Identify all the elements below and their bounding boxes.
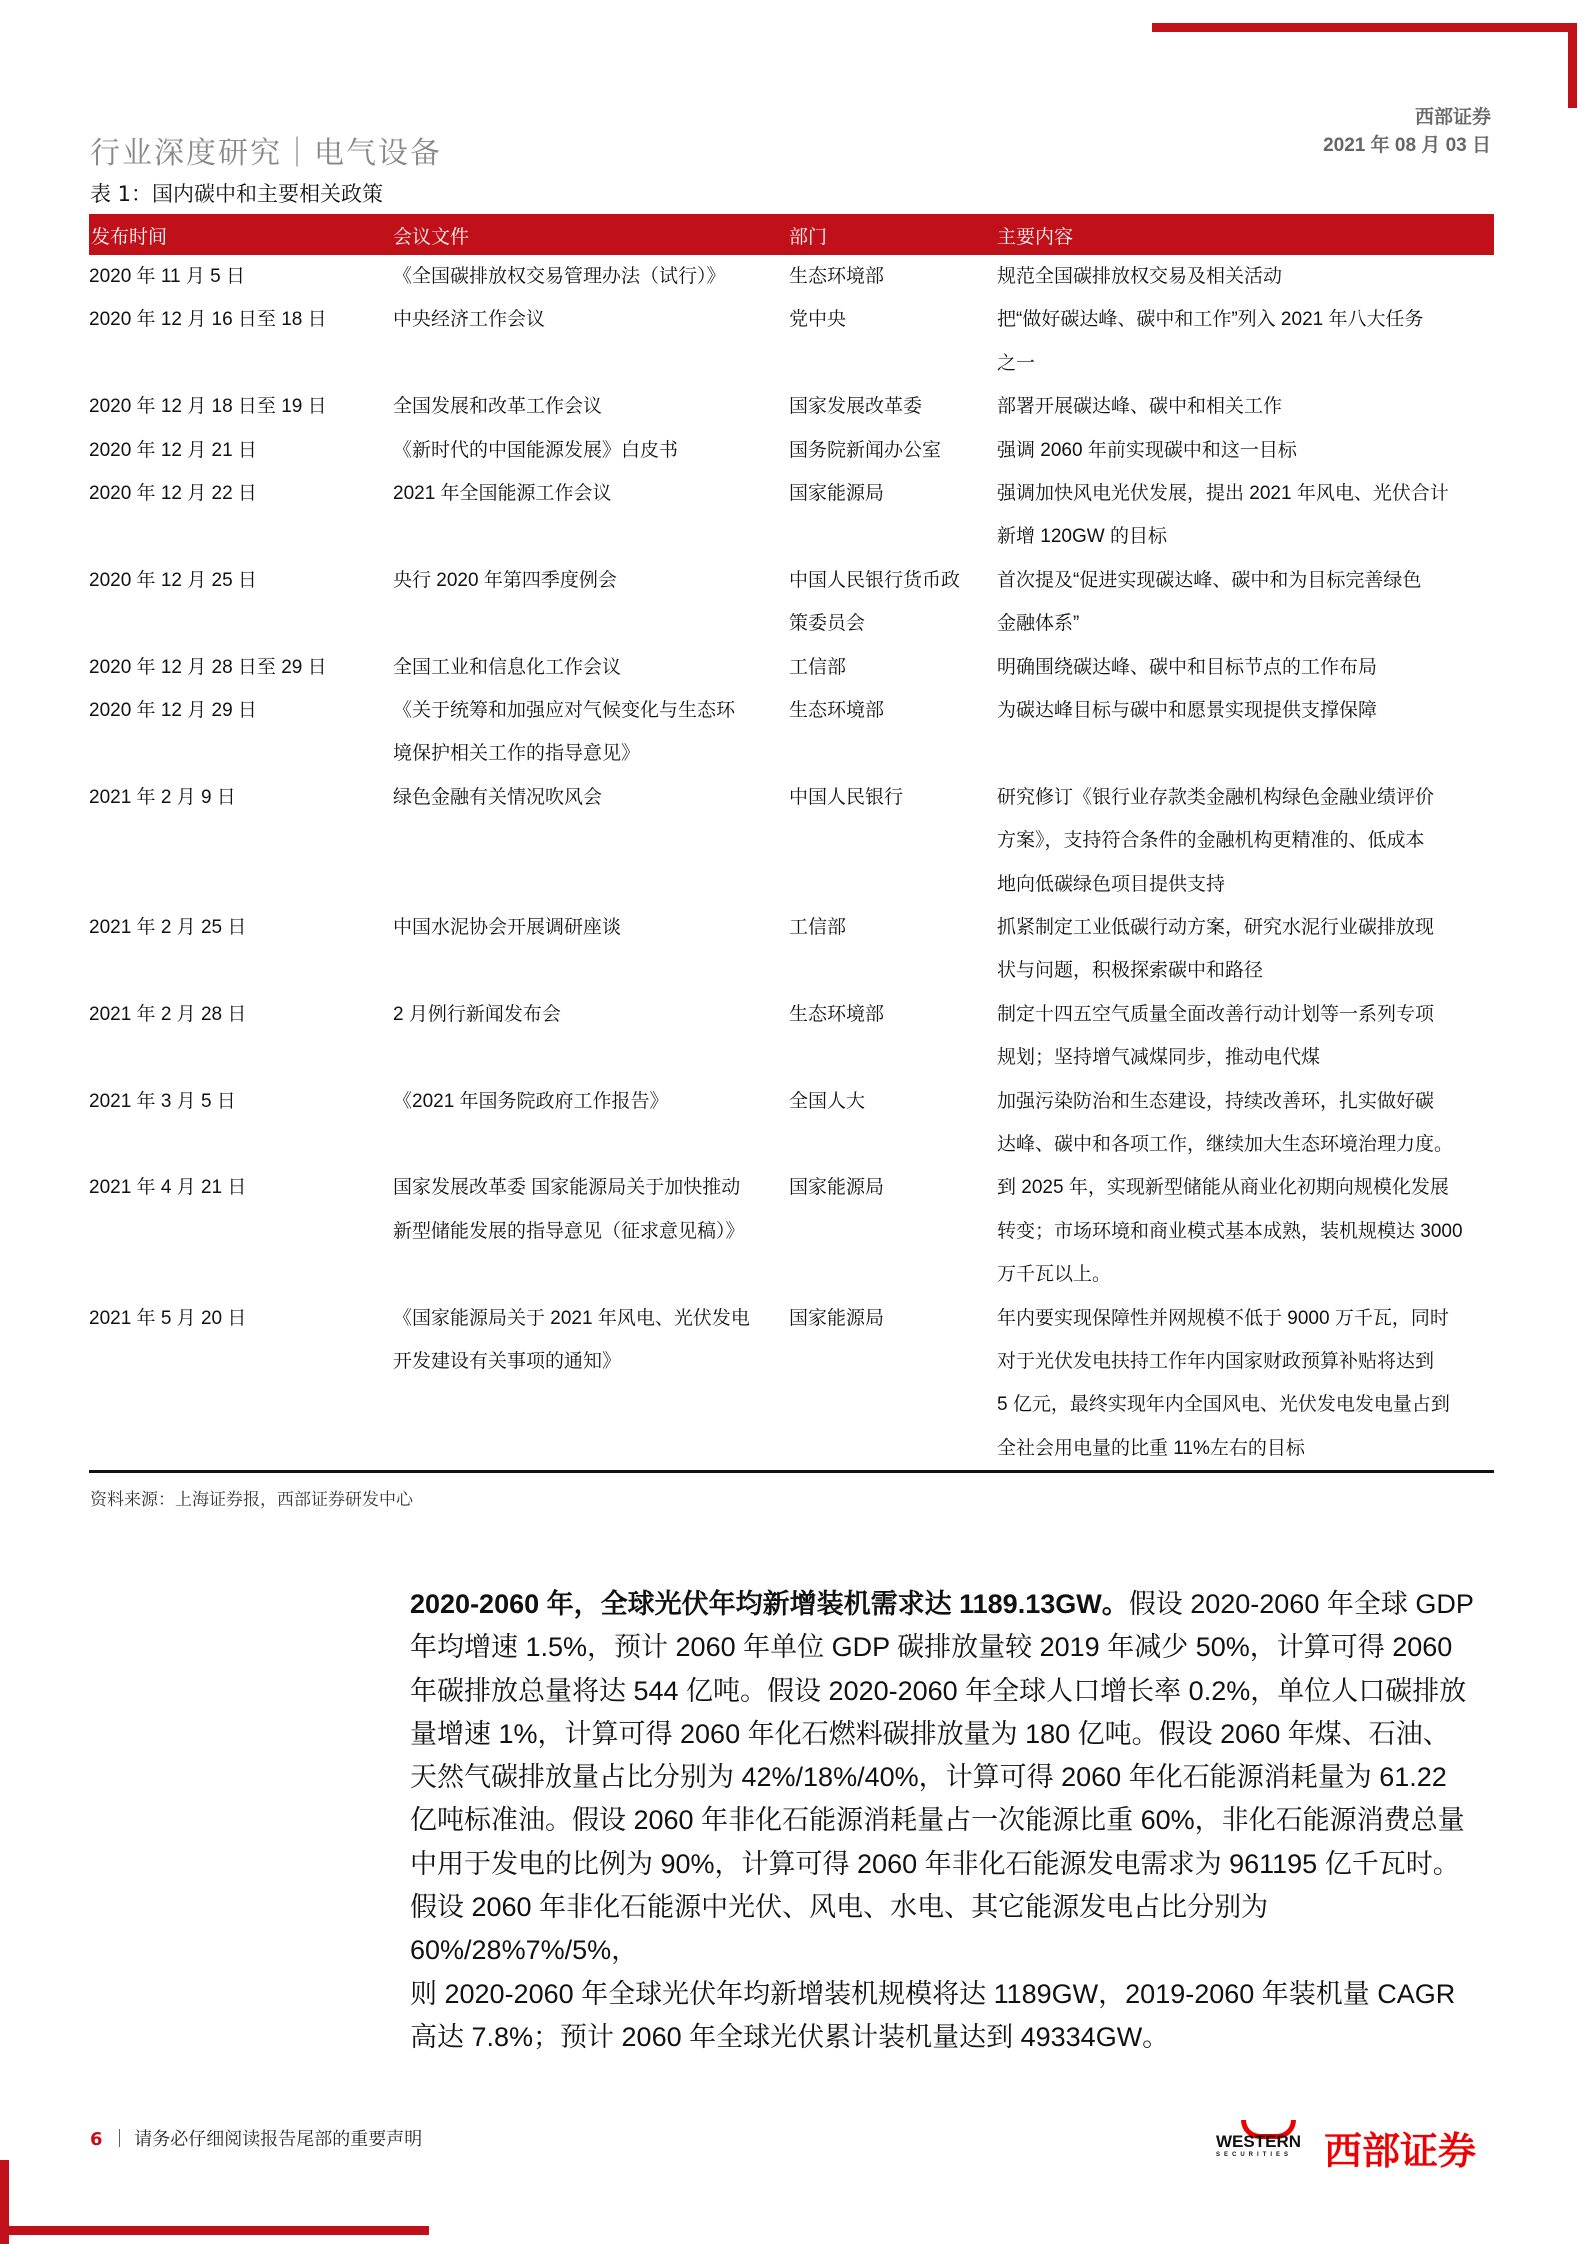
cell-document-line: 中国水泥协会开展调研座谈 — [393, 916, 622, 938]
table-bottom-rule — [89, 1470, 1494, 1473]
cell-document-line: 境保护相关工作的指导意见》 — [393, 743, 641, 765]
cell-document-line: 全国发展和改革工作会议 — [393, 396, 603, 418]
cell-content-line: 转变；市场环境和商业模式基本成熟，装机规模达 3000 — [997, 1220, 1463, 1242]
col-header-document: 会议文件 — [393, 226, 470, 248]
cell-content-line: 制定十四五空气质量全面改善行动计划等一系列专项 — [997, 1003, 1435, 1025]
cell-time-line: 2021 年 2 月 28 日 — [89, 1003, 247, 1025]
paragraph-line: 假设 2020-2060 年全球 GDP — [1128, 1589, 1474, 1619]
cell-department — [789, 1166, 884, 1209]
cell-document — [393, 906, 621, 949]
cell-department-line: 国家发展改革委 — [789, 396, 923, 418]
table-header — [89, 214, 1494, 255]
cell-department — [789, 472, 884, 515]
cell-department — [789, 1080, 865, 1123]
col-header-time: 发布时间 — [91, 226, 168, 248]
cell-department-line: 中国人民银行 — [789, 786, 904, 808]
logo-en-text: WESTERN — [1216, 2132, 1301, 2151]
cell-time-line: 2021 年 5 月 20 日 — [89, 1307, 247, 1329]
paragraph-line: 假设 2060 年非化石能源中光伏、风电、水电、其它能源发电占比分别为 60%/28%7%/5%， — [410, 1892, 1269, 1966]
cell-document-line: 《新时代的中国能源发展》白皮书 — [393, 439, 679, 461]
cell-time — [89, 1297, 246, 1340]
cell-content — [997, 646, 1377, 689]
cell-content-line: 强调 2060 年前实现碳中和这一目标 — [997, 439, 1297, 461]
cell-time — [89, 255, 245, 298]
cell-department — [789, 689, 884, 732]
table-caption: 表 1：国内碳中和主要相关政策 — [90, 182, 384, 206]
footer: 6 ｜ 请务必仔细阅读报告尾部的重要声明 — [90, 2129, 423, 2150]
cell-content — [997, 429, 1297, 472]
cell-department — [789, 385, 922, 428]
cell-content — [997, 1297, 1450, 1471]
paragraph-line: 中用于发电的比例为 90%，计算可得 2060 年非化石能源发电需求为 961195 亿千瓦时。 — [410, 1848, 1460, 1879]
cell-document — [393, 1297, 750, 1384]
cell-department — [789, 298, 846, 341]
cell-content — [997, 906, 1434, 993]
cell-time — [89, 906, 246, 949]
cell-content-line: 全社会用电量的比重 11%左右的目标 — [997, 1437, 1305, 1459]
cell-time — [89, 689, 257, 732]
cell-time-line: 2021 年 2 月 25 日 — [89, 916, 247, 938]
cell-content-line: 为碳达峰目标与碳中和愿景实现提供支撑保障 — [997, 699, 1378, 721]
cell-document — [393, 776, 602, 819]
table-row — [89, 472, 1494, 559]
cell-department — [789, 776, 903, 819]
cell-department-line: 国务院新闻办公室 — [789, 439, 942, 461]
paragraph-line: 年碳排放总量将达 544 亿吨。假设 2020-2060 年全球人口增长率 0.2%，单位人口碳排放 — [410, 1675, 1467, 1706]
cell-content-line: 5 亿元，最终实现年内全国风电、光伏发电发电量占到 — [997, 1394, 1450, 1416]
cell-department — [789, 1297, 884, 1340]
cell-content-line: 规范全国碳排放权交易及相关活动 — [997, 266, 1283, 287]
cell-department-line: 工信部 — [789, 916, 847, 938]
cell-time-line: 2020 年 12 月 25 日 — [89, 569, 257, 591]
paragraph-lead: 2020-2060 年，全球光伏年均新增装机需求达 1189.13GW。 — [410, 1589, 1129, 1619]
cell-time-line: 2021 年 2 月 9 日 — [89, 786, 236, 808]
table-row — [89, 906, 1494, 993]
report-section: 行业深度研究｜电气设备 — [90, 136, 442, 171]
cell-content-line: 强调加快风电光伏发展，提出 2021 年风电、光伏合计 — [997, 482, 1449, 504]
cell-department — [789, 993, 884, 1036]
table-row — [89, 385, 1494, 428]
paragraph-line: 量增速 1%，计算可得 2060 年化石燃料碳排放量为 180 亿吨。假设 2060 年煤、石油、 — [410, 1718, 1450, 1749]
cell-content — [997, 472, 1449, 559]
cell-time — [89, 1166, 246, 1209]
table-row — [89, 1166, 1494, 1296]
cell-time-line: 2021 年 3 月 5 日 — [89, 1090, 236, 1112]
table-row — [89, 646, 1494, 689]
cell-content-line: 抓紧制定工业低碳行动方案，研究水泥行业碳排放现 — [997, 916, 1435, 938]
cell-department — [789, 559, 960, 646]
logo-en — [1216, 2132, 1301, 2158]
cell-document-line: 《国家能源局关于 2021 年风电、光伏发电 — [393, 1307, 750, 1329]
cell-document-line: 国家发展改革委 国家能源局关于加快推动 — [393, 1177, 741, 1199]
cell-content-line: 规划；坚持增气减煤同步，推动电代煤 — [997, 1047, 1321, 1069]
cell-content — [997, 1080, 1453, 1167]
cell-content-line: 万千瓦以上。 — [997, 1264, 1112, 1286]
cell-document — [393, 472, 612, 515]
cell-content-line: 研究修订《银行业存款类金融机构绿色金融业绩评价 — [997, 786, 1435, 808]
col-header-department: 部门 — [789, 226, 828, 248]
cell-time — [89, 298, 327, 341]
disclaimer-notice: 请务必仔细阅读报告尾部的重要声明 — [134, 2129, 423, 2150]
cell-document — [393, 993, 561, 1036]
cell-content-line: 明确围绕碳达峰、碳中和目标节点的工作布局 — [997, 656, 1378, 678]
cell-content-line: 之一 — [997, 352, 1036, 374]
frame-bottom-bar — [0, 2226, 429, 2235]
table-row — [89, 776, 1494, 906]
cell-department-line: 生态环境部 — [789, 1003, 885, 1025]
cell-time-line: 2020 年 12 月 18 日至 19 日 — [89, 396, 327, 418]
cell-department-line: 策委员会 — [789, 613, 866, 635]
cell-content-line: 达峰、碳中和各项工作，继续加大生态环境治理力度。 — [997, 1133, 1454, 1155]
cell-time-line: 2020 年 11 月 5 日 — [89, 266, 245, 287]
policy-table — [89, 214, 1494, 1473]
paragraph-line: 年均增速 1.5%，预计 2060 年单位 GDP 碳排放量较 2019 年减少 50%，计算可得 2060 — [410, 1632, 1453, 1663]
cell-content — [997, 993, 1434, 1080]
cell-document — [393, 298, 545, 341]
cell-time — [89, 1080, 236, 1123]
cell-document-line: 《关于统筹和加强应对气候变化与生态环 — [393, 699, 736, 721]
cell-time — [89, 385, 327, 428]
cell-content — [997, 298, 1423, 385]
cell-time — [89, 559, 257, 602]
cell-department — [789, 429, 941, 472]
cell-document-line: 《全国碳排放权交易管理办法（试行）》 — [393, 266, 726, 287]
cell-document — [393, 559, 617, 602]
western-securities-logo — [1216, 2120, 1496, 2173]
paragraph-line: 亿吨标准油。假设 2060 年非化石能源消耗量占一次能源比重 60%，非化石能源消费总量 — [410, 1805, 1465, 1836]
table-body — [89, 255, 1494, 1470]
cell-department-line: 国家能源局 — [789, 1307, 885, 1329]
cell-document-line: 央行 2020 年第四季度例会 — [393, 569, 617, 591]
cell-content-line: 把“做好碳达峰、碳中和工作”列入 2021 年八大任务 — [997, 309, 1424, 331]
cell-document — [393, 646, 621, 689]
header-info — [1323, 104, 1491, 160]
cell-content-line: 加强污染防治和生态建设，持续改善环，扎实做好碳 — [997, 1090, 1435, 1112]
cell-document-line: 《2021 年国务院政府工作报告》 — [393, 1090, 669, 1112]
cell-time-line: 2020 年 12 月 28 日至 29 日 — [89, 656, 327, 678]
table-row — [89, 429, 1494, 472]
page-number: 6 — [90, 2129, 103, 2150]
cell-department-line: 党中央 — [789, 309, 847, 331]
cell-document-line: 绿色金融有关情况吹风会 — [393, 786, 603, 808]
cell-department-line: 国家能源局 — [789, 1177, 885, 1199]
paragraph-line: 则 2020-2060 年全球光伏年均新增装机规模将达 1189GW，2019-2060 年装机量 CAGR — [410, 1978, 1456, 2009]
table-row — [89, 1297, 1494, 1471]
cell-document — [393, 1080, 669, 1123]
cell-document-line: 开发建设有关事项的通知》 — [393, 1350, 622, 1372]
cell-department-line: 生态环境部 — [789, 266, 885, 287]
report-date: 2021 年 08 月 03 日 — [1323, 135, 1491, 156]
cell-time — [89, 646, 327, 689]
cell-content-line: 对于光伏发电扶持工作年内国家财政预算补贴将达到 — [997, 1350, 1435, 1372]
frame-top-bar — [1152, 23, 1577, 32]
cell-document-line: 中央经济工作会议 — [393, 309, 546, 331]
cell-department-line: 生态环境部 — [789, 699, 885, 721]
cell-department-line: 国家能源局 — [789, 482, 885, 504]
cell-content-line: 金融体系” — [997, 613, 1080, 635]
cell-department — [789, 906, 846, 949]
cell-time — [89, 993, 246, 1036]
cell-time-line: 2020 年 12 月 16 日至 18 日 — [89, 309, 327, 331]
cell-content — [997, 559, 1421, 646]
table-row — [89, 689, 1494, 776]
cell-document-line: 2021 年全国能源工作会议 — [393, 482, 612, 504]
cell-time — [89, 776, 236, 819]
cell-content-line: 状与问题，积极探索碳中和路径 — [997, 960, 1264, 982]
cell-content — [997, 385, 1282, 428]
cell-content-line: 方案》，支持符合条件的金融机构更精准的、低成本 — [997, 830, 1425, 852]
cell-time-line: 2020 年 12 月 29 日 — [89, 699, 257, 721]
cell-content-line: 部署开展碳达峰、碳中和相关工作 — [997, 396, 1283, 418]
cell-document — [393, 429, 678, 472]
cell-document-line: 新型储能发展的指导意见（征求意见稿）》 — [393, 1220, 745, 1242]
cell-content-line: 首次提及“促进实现碳达峰、碳中和为目标完善绿色 — [997, 569, 1422, 591]
cell-content-line: 年内要实现保障性并网规模不低于 9000 万千瓦，同时 — [997, 1307, 1449, 1329]
cell-time-line: 2021 年 4 月 21 日 — [89, 1177, 247, 1199]
cell-department — [789, 255, 884, 298]
cell-content-line: 到 2025 年，实现新型储能从商业化初期向规模化发展 — [997, 1177, 1449, 1199]
cell-time-line: 2020 年 12 月 21 日 — [89, 439, 257, 461]
paragraph-line: 高达 7.8%；预计 2060 年全球光伏累计装机量达到 49334GW。 — [410, 2021, 1170, 2052]
table-source: 资料来源：上海证券报，西部证券研发中心 — [90, 1490, 413, 1510]
cell-document — [393, 1166, 745, 1253]
cell-time — [89, 472, 257, 515]
paragraph-line: 天然气碳排放量占比分别为 42%/18%/40%，计算可得 2060 年化石能源消耗量为 61.22 — [410, 1762, 1447, 1793]
table-row — [89, 1080, 1494, 1167]
cell-department-line: 全国人大 — [789, 1090, 866, 1112]
cell-time — [89, 429, 257, 472]
cell-department-line: 中国人民银行货币政 — [789, 569, 961, 591]
logo-en-sub: SECURITIES — [1216, 2152, 1293, 2158]
cell-content-line: 地向低碳绿色项目提供支持 — [997, 873, 1226, 895]
company-name: 西部证券 — [1414, 107, 1491, 128]
cell-content — [997, 1166, 1463, 1296]
cell-document-line: 全国工业和信息化工作会议 — [393, 656, 622, 678]
frame-right-bar — [1568, 23, 1577, 108]
table-row — [89, 255, 1494, 298]
cell-content — [997, 689, 1377, 732]
logo-cn: 西部证券 — [1324, 2129, 1477, 2173]
col-header-content: 主要内容 — [997, 226, 1074, 248]
cell-department-line: 工信部 — [789, 656, 847, 678]
cell-content — [997, 776, 1434, 906]
cell-document — [393, 255, 726, 298]
cell-department — [789, 646, 846, 689]
cell-document — [393, 689, 735, 776]
table-row — [89, 559, 1494, 646]
cell-document-line: 2 月例行新闻发布会 — [393, 1003, 561, 1025]
cell-document — [393, 385, 602, 428]
table-row — [89, 298, 1494, 385]
cell-time-line: 2020 年 12 月 22 日 — [89, 482, 257, 504]
cell-content — [997, 255, 1282, 298]
analysis-paragraph — [410, 1583, 1500, 2059]
cell-content-line: 新增 120GW 的目标 — [997, 526, 1167, 548]
table-row — [89, 993, 1494, 1080]
